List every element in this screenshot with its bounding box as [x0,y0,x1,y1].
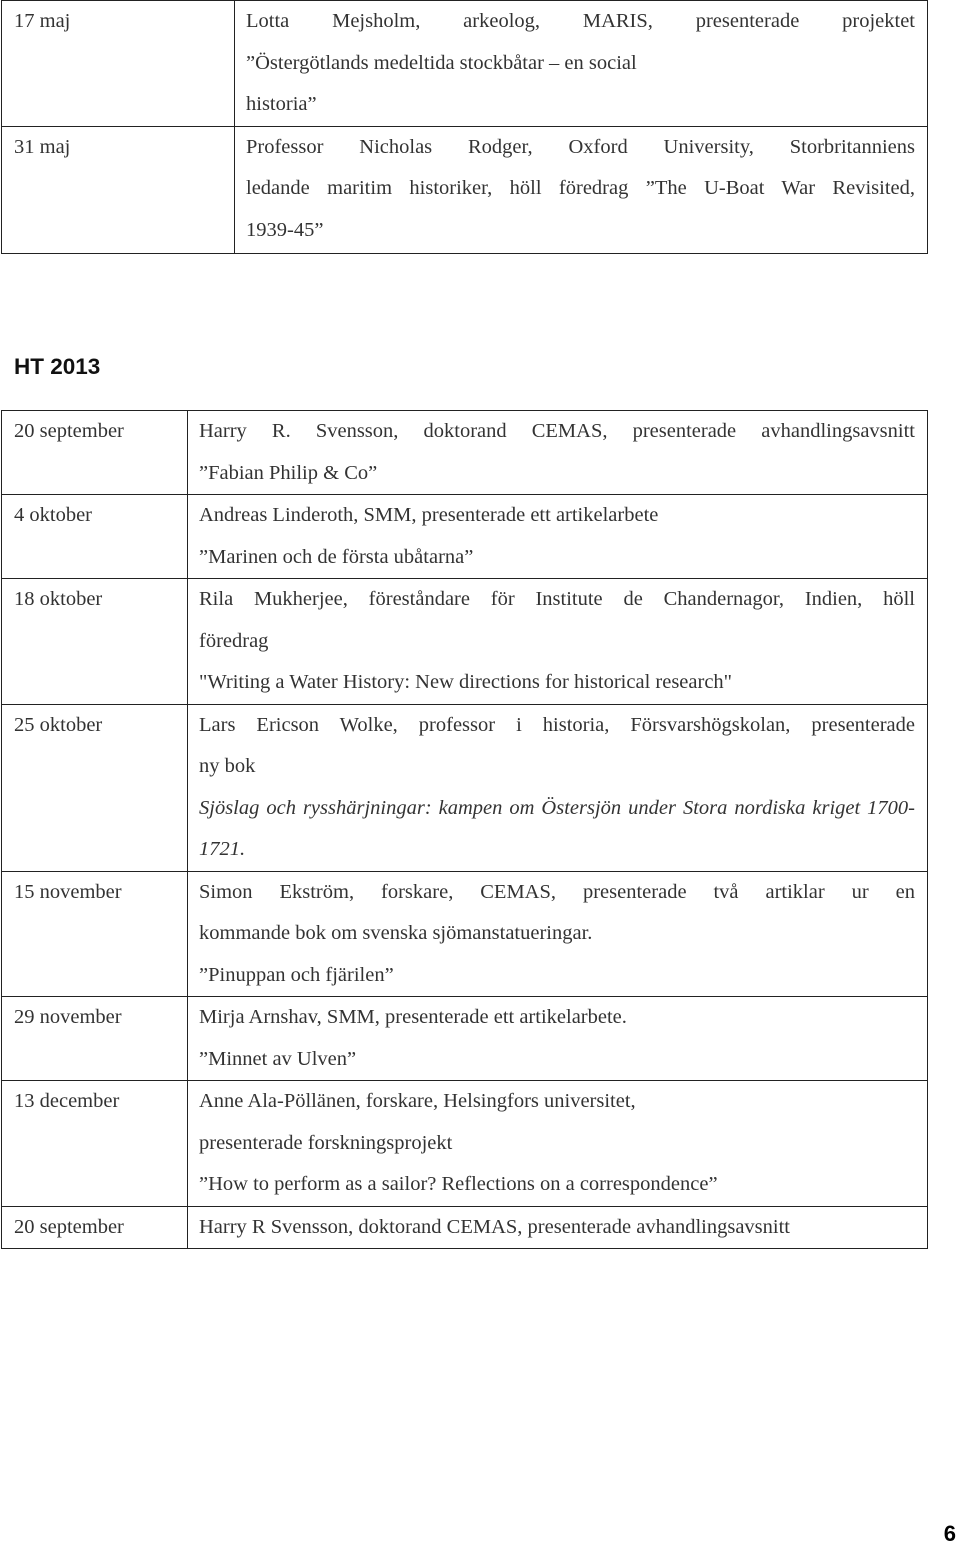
description-line: ”Fabian Philip & Co” [199,461,378,484]
seminar-date: 31 maj [2,126,235,253]
description-line: Lars Ericson Wolke, professor i historia, Försvarshögskolan, presenterade [199,713,915,736]
table-row [2,126,928,253]
description-line: presenterade forskningsprojekt [199,1131,453,1154]
seminar-date: 18 oktober [2,579,188,705]
seminar-date: 15 november [2,871,188,997]
description-line: Mirja Arnshav, SMM, presenterade ett artikelarbete. [199,1006,627,1028]
description-line: Anne Ala-Pöllänen, forskare, Helsingfors universitet, [199,1090,636,1112]
description-line: Rila Mukherjee, föreståndare för Institute de Chandernagor, Indien, höll [199,588,915,610]
seminar-table-vt [1,0,928,254]
description-line: Professor Nicholas Rodger, Oxford University, Storbritanniens [246,135,915,158]
description-line: ”How to perform as a sailor? Reflections on a correspondence” [199,1173,718,1195]
seminar-description [235,1,928,127]
seminar-description [188,411,928,495]
seminar-date: 20 september [2,1206,188,1249]
book-title-line: Sjöslag och rysshärjningar: kampen om Östersjön under Stora nordiska kriget 1700- [199,796,915,819]
seminar-description [188,1081,928,1207]
description-line: ledande maritim historiker, höll föredrag ”The U-Boat War Revisited, [246,177,915,199]
seminar-description [235,126,928,253]
description-line: Lotta Mejsholm, arkeolog, MARIS, presenterade projektet [246,10,915,32]
table-row [2,1,928,127]
section-heading: HT 2013 [14,354,101,379]
seminar-description [188,495,928,579]
table-row [2,997,928,1081]
seminar-date: 25 oktober [2,704,188,871]
seminar-description [188,871,928,997]
description-line: Simon Ekström, forskare, CEMAS, presenterade två artiklar ur en [199,880,915,903]
description-line: föredrag [199,629,269,652]
table-row [2,1206,928,1249]
table-row [2,1081,928,1207]
description-line: Andreas Linderoth, SMM, presenterade ett artikelarbete [199,504,659,526]
table-row [2,579,928,705]
table-row [2,495,928,579]
description-line: ”Pinuppan och fjärilen” [199,963,394,986]
seminar-description [188,704,928,871]
description-line: ”Marinen och de första ubåtarna” [199,545,474,568]
description-line: Harry R. Svensson, doktorand CEMAS, presenterade avhandlingsavsnitt [199,420,915,442]
seminar-description [188,1206,928,1249]
table-row [2,411,928,495]
description-line: kommande bok om svenska sjömanstatueringar. [199,922,593,944]
description-line: historia” [246,93,317,115]
seminar-description [188,579,928,705]
seminar-date: 4 oktober [2,495,188,579]
seminar-date: 29 november [2,997,188,1081]
description-line: ny bok [199,755,256,777]
description-line: "Writing a Water History: New directions for historical research" [199,671,733,693]
description-line: ”Minnet av Ulven” [199,1047,357,1070]
description-line: ”Östergötlands medeltida stockbåtar – en social [246,51,637,74]
seminar-table-ht [1,410,928,1249]
description-line: Harry R Svensson, doktorand CEMAS, presenterade avhandlingsavsnitt [199,1215,790,1238]
page-number: 6 [943,1521,956,1546]
book-title-line: 1721. [199,838,246,860]
table-row [2,871,928,997]
seminar-date: 13 december [2,1081,188,1207]
description-line: 1939-45” [246,218,324,241]
seminar-description [188,997,928,1081]
seminar-date: 20 september [2,411,188,495]
seminar-date: 17 maj [2,1,235,127]
table-row [2,704,928,871]
